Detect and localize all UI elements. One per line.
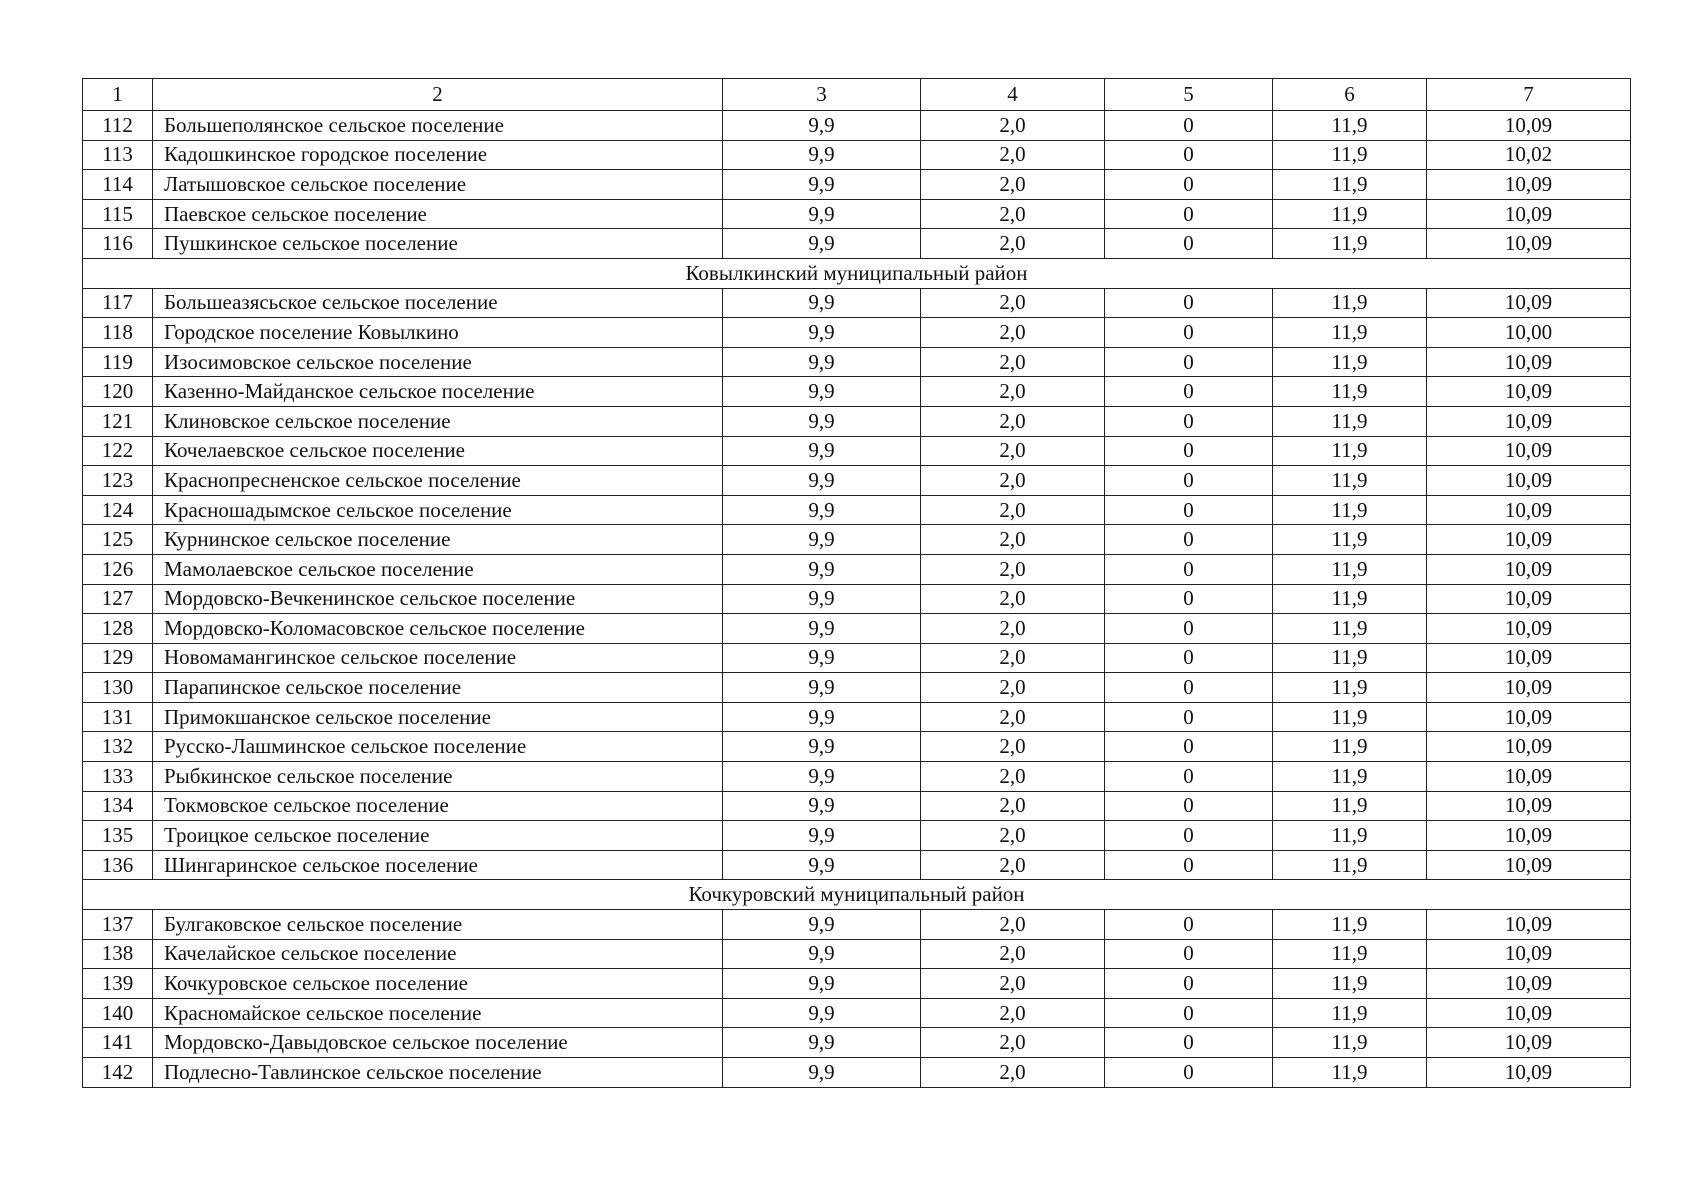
- value-col-4: 2,0: [921, 969, 1105, 999]
- row-number: 118: [83, 318, 153, 348]
- table-row: [83, 466, 1631, 496]
- value-col-7: 10,09: [1427, 111, 1631, 141]
- table-row: [83, 229, 1631, 259]
- value-col-3: 9,9: [723, 850, 921, 880]
- row-number: 121: [83, 406, 153, 436]
- value-col-4: 2,0: [921, 288, 1105, 318]
- table-row: [83, 998, 1631, 1028]
- settlement-name: Мордовско-Вечкенинское сельское поселение: [153, 584, 723, 614]
- row-number: 129: [83, 643, 153, 673]
- value-col-7: 10,09: [1427, 643, 1631, 673]
- row-number: 125: [83, 525, 153, 555]
- value-col-4: 2,0: [921, 702, 1105, 732]
- table-row: [83, 762, 1631, 792]
- settlement-name: Русско-Лашминское сельское поселение: [153, 732, 723, 762]
- row-number: 127: [83, 584, 153, 614]
- value-col-5: 0: [1105, 229, 1273, 259]
- value-col-7: 10,09: [1427, 406, 1631, 436]
- settlement-name: Троицкое сельское поселение: [153, 821, 723, 851]
- value-col-5: 0: [1105, 495, 1273, 525]
- column-header-7: 7: [1427, 79, 1631, 111]
- value-col-7: 10,09: [1427, 229, 1631, 259]
- value-col-5: 0: [1105, 170, 1273, 200]
- table-row: [83, 199, 1631, 229]
- value-col-3: 9,9: [723, 288, 921, 318]
- value-col-6: 11,9: [1273, 1058, 1427, 1088]
- value-col-4: 2,0: [921, 347, 1105, 377]
- value-col-6: 11,9: [1273, 229, 1427, 259]
- value-col-4: 2,0: [921, 229, 1105, 259]
- value-col-5: 0: [1105, 111, 1273, 141]
- column-header-5: 5: [1105, 79, 1273, 111]
- value-col-3: 9,9: [723, 495, 921, 525]
- value-col-6: 11,9: [1273, 584, 1427, 614]
- value-col-6: 11,9: [1273, 939, 1427, 969]
- value-col-6: 11,9: [1273, 762, 1427, 792]
- value-col-3: 9,9: [723, 554, 921, 584]
- table-row: [83, 495, 1631, 525]
- row-number: 135: [83, 821, 153, 851]
- table-row: [83, 821, 1631, 851]
- value-col-5: 0: [1105, 673, 1273, 703]
- table-row: [83, 791, 1631, 821]
- value-col-3: 9,9: [723, 998, 921, 1028]
- table-row: [83, 850, 1631, 880]
- value-col-3: 9,9: [723, 318, 921, 348]
- table-row: [83, 910, 1631, 940]
- value-col-7: 10,09: [1427, 436, 1631, 466]
- value-col-5: 0: [1105, 584, 1273, 614]
- table-row: [83, 673, 1631, 703]
- value-col-4: 2,0: [921, 466, 1105, 496]
- value-col-6: 11,9: [1273, 288, 1427, 318]
- value-col-4: 2,0: [921, 821, 1105, 851]
- table-row: [83, 732, 1631, 762]
- value-col-6: 11,9: [1273, 702, 1427, 732]
- value-col-4: 2,0: [921, 1028, 1105, 1058]
- value-col-6: 11,9: [1273, 525, 1427, 555]
- row-number: 112: [83, 111, 153, 141]
- table-row: [83, 525, 1631, 555]
- value-col-7: 10,09: [1427, 554, 1631, 584]
- value-col-4: 2,0: [921, 850, 1105, 880]
- value-col-5: 0: [1105, 1028, 1273, 1058]
- row-number: 128: [83, 614, 153, 644]
- row-number: 132: [83, 732, 153, 762]
- value-col-5: 0: [1105, 732, 1273, 762]
- value-col-6: 11,9: [1273, 170, 1427, 200]
- settlement-name: Примокшанское сельское поселение: [153, 702, 723, 732]
- value-col-7: 10,09: [1427, 1058, 1631, 1088]
- value-col-7: 10,09: [1427, 1028, 1631, 1058]
- value-col-5: 0: [1105, 554, 1273, 584]
- value-col-4: 2,0: [921, 643, 1105, 673]
- value-col-7: 10,09: [1427, 288, 1631, 318]
- value-col-4: 2,0: [921, 732, 1105, 762]
- row-number: 137: [83, 910, 153, 940]
- value-col-3: 9,9: [723, 939, 921, 969]
- value-col-5: 0: [1105, 377, 1273, 407]
- settlement-name: Красношадымское сельское поселение: [153, 495, 723, 525]
- settlement-name: Булгаковское сельское поселение: [153, 910, 723, 940]
- settlement-name: Мордовско-Коломасовское сельское поселение: [153, 614, 723, 644]
- table-row: [83, 347, 1631, 377]
- table-row: [83, 614, 1631, 644]
- row-number: 138: [83, 939, 153, 969]
- row-number: 141: [83, 1028, 153, 1058]
- value-col-6: 11,9: [1273, 347, 1427, 377]
- section-title: Кочкуровский муниципальный район: [83, 880, 1631, 910]
- value-col-3: 9,9: [723, 762, 921, 792]
- table-row: [83, 969, 1631, 999]
- settlement-name: Краснопресненское сельское поселение: [153, 466, 723, 496]
- row-number: 131: [83, 702, 153, 732]
- value-col-5: 0: [1105, 939, 1273, 969]
- value-col-3: 9,9: [723, 791, 921, 821]
- value-col-7: 10,09: [1427, 466, 1631, 496]
- settlement-name: Красномайское сельское поселение: [153, 998, 723, 1028]
- value-col-5: 0: [1105, 910, 1273, 940]
- table-row: [83, 170, 1631, 200]
- value-col-3: 9,9: [723, 643, 921, 673]
- settlement-name: Новомамангинское сельское поселение: [153, 643, 723, 673]
- value-col-7: 10,09: [1427, 199, 1631, 229]
- value-col-6: 11,9: [1273, 732, 1427, 762]
- column-header-6: 6: [1273, 79, 1427, 111]
- settlement-name: Паевское сельское поселение: [153, 199, 723, 229]
- value-col-6: 11,9: [1273, 377, 1427, 407]
- column-header-4: 4: [921, 79, 1105, 111]
- value-col-5: 0: [1105, 436, 1273, 466]
- value-col-5: 0: [1105, 702, 1273, 732]
- row-number: 115: [83, 199, 153, 229]
- value-col-3: 9,9: [723, 525, 921, 555]
- value-col-3: 9,9: [723, 1028, 921, 1058]
- value-col-3: 9,9: [723, 584, 921, 614]
- table-row: [83, 702, 1631, 732]
- row-number: 134: [83, 791, 153, 821]
- value-col-4: 2,0: [921, 495, 1105, 525]
- value-col-5: 0: [1105, 643, 1273, 673]
- value-col-4: 2,0: [921, 318, 1105, 348]
- value-col-7: 10,09: [1427, 791, 1631, 821]
- value-col-6: 11,9: [1273, 614, 1427, 644]
- value-col-5: 0: [1105, 762, 1273, 792]
- column-header-2: 2: [153, 79, 723, 111]
- row-number: 140: [83, 998, 153, 1028]
- value-col-7: 10,09: [1427, 939, 1631, 969]
- column-header-3: 3: [723, 79, 921, 111]
- value-col-6: 11,9: [1273, 318, 1427, 348]
- value-col-6: 11,9: [1273, 791, 1427, 821]
- settlement-name: Изосимовское сельское поселение: [153, 347, 723, 377]
- value-col-4: 2,0: [921, 377, 1105, 407]
- table-row: [83, 111, 1631, 141]
- value-col-6: 11,9: [1273, 643, 1427, 673]
- settlement-name: Токмовское сельское поселение: [153, 791, 723, 821]
- value-col-3: 9,9: [723, 821, 921, 851]
- value-col-3: 9,9: [723, 673, 921, 703]
- value-col-6: 11,9: [1273, 673, 1427, 703]
- table-row: [83, 643, 1631, 673]
- table-row: [83, 318, 1631, 348]
- value-col-7: 10,09: [1427, 673, 1631, 703]
- column-header-1: 1: [83, 79, 153, 111]
- settlement-name: Кадошкинское городское поселение: [153, 140, 723, 170]
- value-col-5: 0: [1105, 466, 1273, 496]
- value-col-3: 9,9: [723, 732, 921, 762]
- value-col-6: 11,9: [1273, 111, 1427, 141]
- settlement-name: Городское поселение Ковылкино: [153, 318, 723, 348]
- value-col-3: 9,9: [723, 406, 921, 436]
- settlements-table: [82, 78, 1631, 1088]
- table-body: [83, 79, 1631, 1088]
- value-col-5: 0: [1105, 1058, 1273, 1088]
- row-number: 116: [83, 229, 153, 259]
- row-number: 136: [83, 850, 153, 880]
- table-row: [83, 140, 1631, 170]
- value-col-4: 2,0: [921, 910, 1105, 940]
- settlement-name: Кочкуровское сельское поселение: [153, 969, 723, 999]
- value-col-5: 0: [1105, 347, 1273, 377]
- value-col-3: 9,9: [723, 466, 921, 496]
- value-col-5: 0: [1105, 140, 1273, 170]
- row-number: 142: [83, 1058, 153, 1088]
- row-number: 139: [83, 969, 153, 999]
- row-number: 122: [83, 436, 153, 466]
- value-col-6: 11,9: [1273, 140, 1427, 170]
- row-number: 124: [83, 495, 153, 525]
- value-col-5: 0: [1105, 614, 1273, 644]
- row-number: 113: [83, 140, 153, 170]
- value-col-5: 0: [1105, 525, 1273, 555]
- value-col-7: 10,09: [1427, 614, 1631, 644]
- value-col-4: 2,0: [921, 998, 1105, 1028]
- value-col-4: 2,0: [921, 762, 1105, 792]
- settlement-name: Качелайское сельское поселение: [153, 939, 723, 969]
- table-row: [83, 436, 1631, 466]
- value-col-3: 9,9: [723, 910, 921, 940]
- settlement-name: Шингаринское сельское поселение: [153, 850, 723, 880]
- value-col-5: 0: [1105, 998, 1273, 1028]
- settlement-name: Курнинское сельское поселение: [153, 525, 723, 555]
- value-col-6: 11,9: [1273, 821, 1427, 851]
- value-col-4: 2,0: [921, 525, 1105, 555]
- value-col-4: 2,0: [921, 436, 1105, 466]
- value-col-5: 0: [1105, 318, 1273, 348]
- section-header-row: [83, 880, 1631, 910]
- value-col-4: 2,0: [921, 791, 1105, 821]
- settlement-name: Парапинское сельское поселение: [153, 673, 723, 703]
- table-row: [83, 377, 1631, 407]
- value-col-4: 2,0: [921, 406, 1105, 436]
- value-col-7: 10,09: [1427, 702, 1631, 732]
- value-col-7: 10,09: [1427, 910, 1631, 940]
- value-col-5: 0: [1105, 791, 1273, 821]
- value-col-3: 9,9: [723, 347, 921, 377]
- value-col-4: 2,0: [921, 554, 1105, 584]
- settlement-name: Кочелаевское сельское поселение: [153, 436, 723, 466]
- row-number: 130: [83, 673, 153, 703]
- value-col-3: 9,9: [723, 436, 921, 466]
- value-col-3: 9,9: [723, 377, 921, 407]
- section-header-row: [83, 258, 1631, 288]
- value-col-7: 10,09: [1427, 377, 1631, 407]
- value-col-6: 11,9: [1273, 199, 1427, 229]
- value-col-6: 11,9: [1273, 554, 1427, 584]
- settlement-name: Подлесно-Тавлинское сельское поселение: [153, 1058, 723, 1088]
- row-number: 119: [83, 347, 153, 377]
- settlement-name: Рыбкинское сельское поселение: [153, 762, 723, 792]
- value-col-7: 10,00: [1427, 318, 1631, 348]
- row-number: 114: [83, 170, 153, 200]
- value-col-7: 10,09: [1427, 998, 1631, 1028]
- table-row: [83, 1058, 1631, 1088]
- value-col-3: 9,9: [723, 229, 921, 259]
- value-col-3: 9,9: [723, 969, 921, 999]
- value-col-6: 11,9: [1273, 969, 1427, 999]
- section-title: Ковылкинский муниципальный район: [83, 258, 1631, 288]
- value-col-4: 2,0: [921, 140, 1105, 170]
- value-col-4: 2,0: [921, 170, 1105, 200]
- settlement-name: Большеполянское сельское поселение: [153, 111, 723, 141]
- value-col-3: 9,9: [723, 702, 921, 732]
- value-col-7: 10,09: [1427, 495, 1631, 525]
- value-col-7: 10,09: [1427, 170, 1631, 200]
- value-col-7: 10,02: [1427, 140, 1631, 170]
- value-col-3: 9,9: [723, 199, 921, 229]
- value-col-7: 10,09: [1427, 821, 1631, 851]
- value-col-7: 10,09: [1427, 969, 1631, 999]
- settlement-name: Мамолаевское сельское поселение: [153, 554, 723, 584]
- value-col-5: 0: [1105, 821, 1273, 851]
- settlement-name: Пушкинское сельское поселение: [153, 229, 723, 259]
- table-row: [83, 554, 1631, 584]
- value-col-6: 11,9: [1273, 436, 1427, 466]
- value-col-3: 9,9: [723, 1058, 921, 1088]
- table-row: [83, 1028, 1631, 1058]
- table-row: [83, 288, 1631, 318]
- value-col-5: 0: [1105, 850, 1273, 880]
- value-col-7: 10,09: [1427, 584, 1631, 614]
- value-col-5: 0: [1105, 199, 1273, 229]
- value-col-4: 2,0: [921, 939, 1105, 969]
- value-col-6: 11,9: [1273, 910, 1427, 940]
- value-col-7: 10,09: [1427, 762, 1631, 792]
- value-col-4: 2,0: [921, 673, 1105, 703]
- value-col-4: 2,0: [921, 111, 1105, 141]
- row-number: 126: [83, 554, 153, 584]
- settlement-name: Латышовское сельское поселение: [153, 170, 723, 200]
- value-col-5: 0: [1105, 288, 1273, 318]
- value-col-6: 11,9: [1273, 406, 1427, 436]
- value-col-4: 2,0: [921, 199, 1105, 229]
- value-col-4: 2,0: [921, 614, 1105, 644]
- value-col-4: 2,0: [921, 584, 1105, 614]
- value-col-7: 10,09: [1427, 850, 1631, 880]
- value-col-6: 11,9: [1273, 850, 1427, 880]
- value-col-3: 9,9: [723, 614, 921, 644]
- value-col-6: 11,9: [1273, 495, 1427, 525]
- column-number-row: [83, 79, 1631, 111]
- value-col-3: 9,9: [723, 111, 921, 141]
- table-row: [83, 406, 1631, 436]
- value-col-6: 11,9: [1273, 1028, 1427, 1058]
- settlement-name: Клиновское сельское поселение: [153, 406, 723, 436]
- row-number: 120: [83, 377, 153, 407]
- settlement-name: Казенно-Майданское сельское поселение: [153, 377, 723, 407]
- value-col-7: 10,09: [1427, 347, 1631, 377]
- value-col-5: 0: [1105, 969, 1273, 999]
- row-number: 133: [83, 762, 153, 792]
- value-col-3: 9,9: [723, 170, 921, 200]
- value-col-7: 10,09: [1427, 525, 1631, 555]
- table-row: [83, 584, 1631, 614]
- table-row: [83, 939, 1631, 969]
- value-col-6: 11,9: [1273, 466, 1427, 496]
- settlement-name: Большеазясьское сельское поселение: [153, 288, 723, 318]
- value-col-7: 10,09: [1427, 732, 1631, 762]
- value-col-6: 11,9: [1273, 998, 1427, 1028]
- settlement-name: Мордовско-Давыдовское сельское поселение: [153, 1028, 723, 1058]
- value-col-3: 9,9: [723, 140, 921, 170]
- value-col-5: 0: [1105, 406, 1273, 436]
- value-col-4: 2,0: [921, 1058, 1105, 1088]
- row-number: 123: [83, 466, 153, 496]
- row-number: 117: [83, 288, 153, 318]
